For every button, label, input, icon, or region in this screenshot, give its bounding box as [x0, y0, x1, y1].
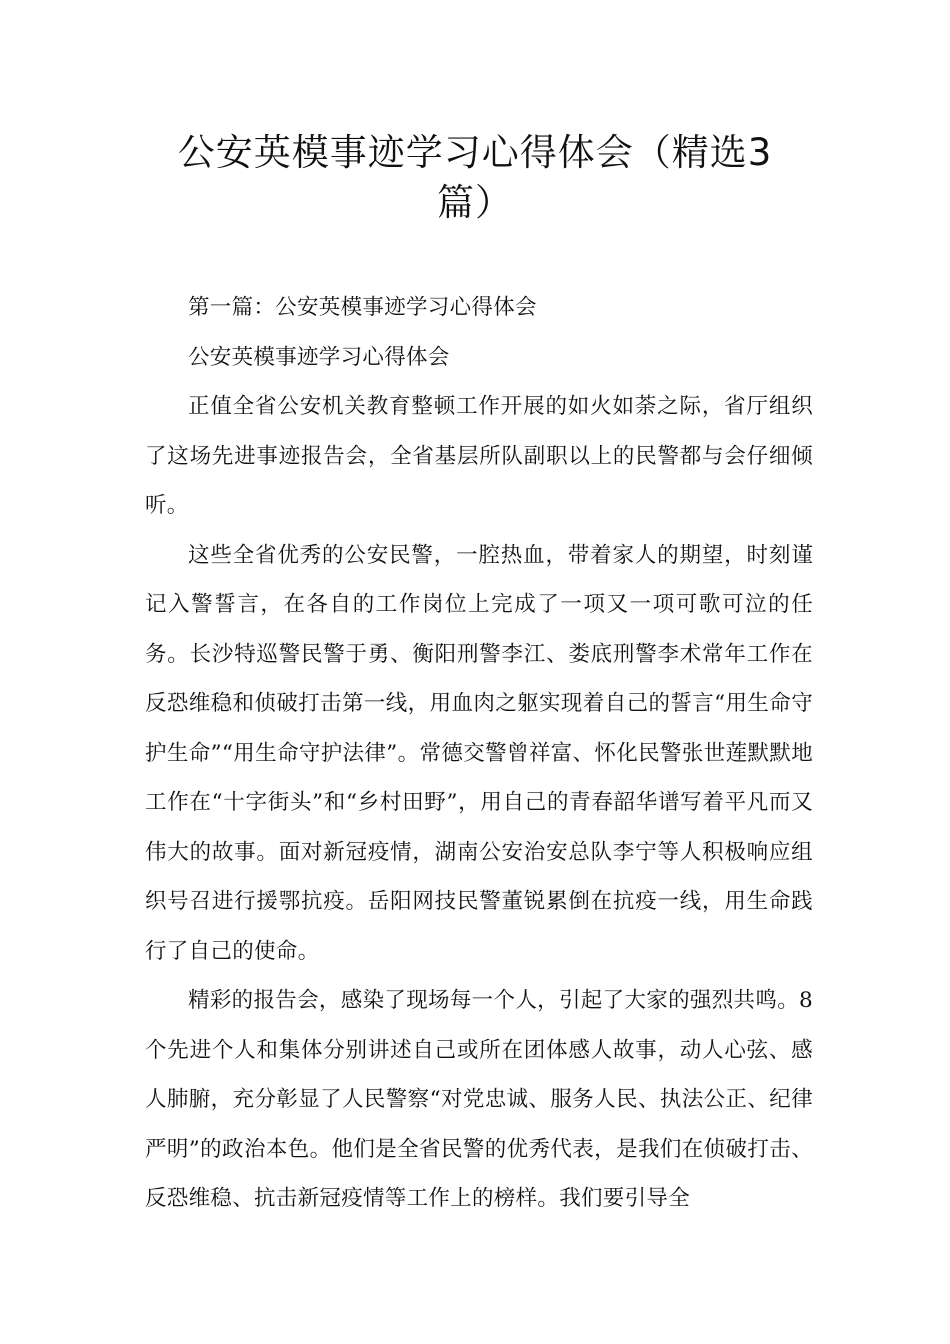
document-title — [100, 128, 850, 228]
body-paragraph: 正值全省公安机关教育整顿工作开展的如火如荼之际，省厅组织了这场先进事迹报告会，全省基层所队副职以上的民警都与会仔细倾听。 — [145, 394, 813, 518]
title-line-1: 公安英模事迹学习心得体会（精选3 — [177, 131, 773, 174]
section-heading: 第一篇：公安英模事迹学习心得体会 — [188, 295, 537, 320]
article-subtitle: 公安英模事迹学习心得体会 — [188, 344, 450, 370]
body-paragraph: 这些全省优秀的公安民警，一腔热血，带着家人的期望，时刻谨记入警誓言，在各自的工作岗位上完成了一项又一项可歌可泣的任务。长沙特巡警民警于勇、衡阳刑警李江、娄底刑警李术常年工作在反恐维稳和侦破打击第一线，用血肉之躯实现着自己的誓言“用生命守护生命”“用生命守护法律”。常德交警曾祥富、怀化民警张世莲默默地工作在“十字街头”和“乡村田野”，用自己的青春韶华谱写着平凡而又伟大的故事。面对新冠疫情，湖南公安治安总队李宁等人积极响应组织号召进行援鄂抗疫。岳阳网技民警董锐累倒在抗疫一线，用生命践行了自己的使命。 — [145, 542, 813, 964]
title-line-2: 篇） — [437, 181, 513, 224]
body-paragraph: 精彩的报告会，感染了现场每一个人，引起了大家的强烈共鸣。8个先进个人和集体分别讲述自己或所在团体感人故事，动人心弦、感人肺腑，充分彰显了人民警察“对党忠诚、服务人民、执法公正、纪律严明”的政治本色。他们是全省民警的优秀代表，是我们在侦破打击、反恐维稳、抗击新冠疫情等工作上的榜样。我们要引导全 — [145, 988, 813, 1211]
document-body — [145, 283, 813, 1224]
